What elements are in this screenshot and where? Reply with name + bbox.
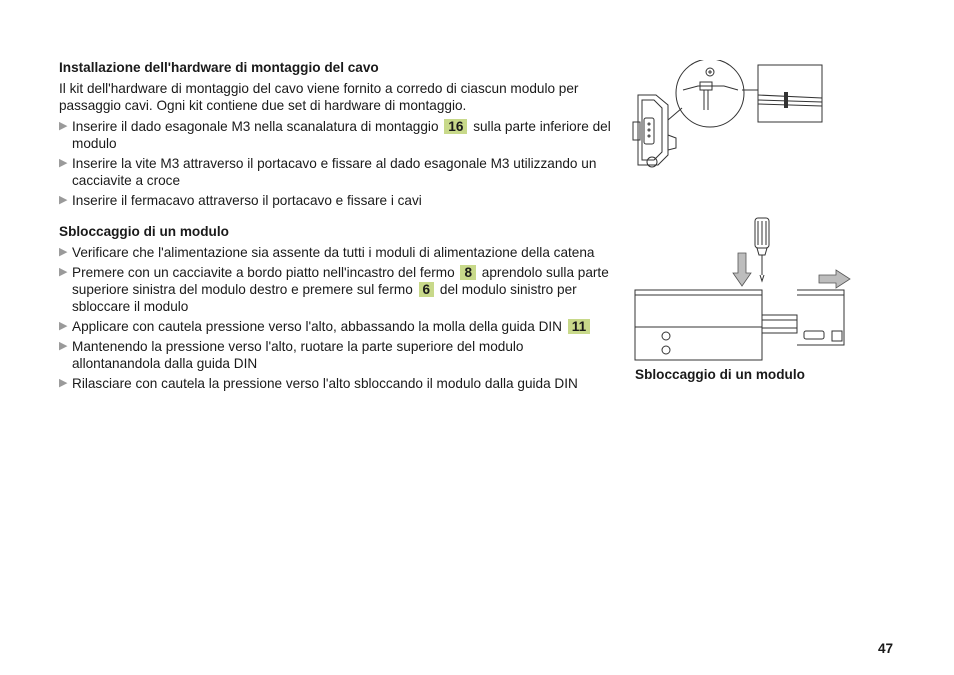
bullet-triangle-icon: ▶ (59, 120, 68, 132)
section-intro: Il kit dell'hardware di montaggio del cavo viene fornito a corredo di ciascun modulo per passaggio cavi. Ogni kit contiene due set di hardware di montaggio. (59, 81, 579, 113)
bullet-triangle-icon: ▶ (59, 246, 68, 258)
reference-badge: 6 (419, 282, 435, 297)
page-number: 47 (878, 641, 894, 656)
bullet-triangle-icon: ▶ (59, 377, 68, 389)
main-text-column (59, 59, 611, 395)
reference-badge: 11 (568, 319, 590, 334)
list-item: ▶ Verificare che l'alimentazione sia assente da tutti i moduli di alimentazione della catena (59, 245, 595, 260)
bullet-triangle-icon: ▶ (59, 157, 68, 169)
list-item: ▶ Inserire il dado esagonale M3 nella scanalatura di montaggio 16 sulla parte inferiore del modulo (59, 119, 611, 151)
list-item: ▶ Mantenendo la pressione verso l'alto, ruotare la parte superiore del modulo allontanandola dalla guida DIN (59, 339, 524, 371)
section-heading-installazione: Installazione dell'hardware di montaggio del cavo (59, 60, 379, 75)
list-item: ▶ Inserire il fermacavo attraverso il portacavo e fissare i cavi (59, 193, 422, 208)
module-unlock-illustration (632, 215, 854, 365)
bullet-triangle-icon: ▶ (59, 266, 68, 278)
bullet-triangle-icon: ▶ (59, 194, 68, 206)
bullet-triangle-icon: ▶ (59, 340, 68, 352)
reference-badge: 8 (460, 265, 476, 280)
section-heading-sbloccaggio: Sbloccaggio di un modulo (59, 224, 229, 239)
cable-mount-illustration (628, 60, 828, 178)
list-item: ▶ Premere con un cacciavite a bordo piatto nell'incastro del fermo 8 aprendolo sulla parte superiore sinistra del modulo destro e premere sul fermo 6 del modulo sinistro per sbloccare il modulo (59, 265, 609, 314)
bullet-triangle-icon: ▶ (59, 320, 68, 332)
figure-caption: Sbloccaggio di un modulo (635, 367, 805, 382)
list-item: ▶ Inserire la vite M3 attraverso il portacavo e fissare al dado esagonale M3 utilizzando un cacciavite a croce (59, 156, 597, 188)
list-item: ▶ Applicare con cautela pressione verso l'alto, abbassando la molla della guida DIN 11 (59, 318, 611, 335)
list-item: ▶ Rilasciare con cautela la pressione verso l'alto sbloccando il modulo dalla guida DIN (59, 376, 578, 391)
reference-badge: 16 (444, 119, 467, 134)
